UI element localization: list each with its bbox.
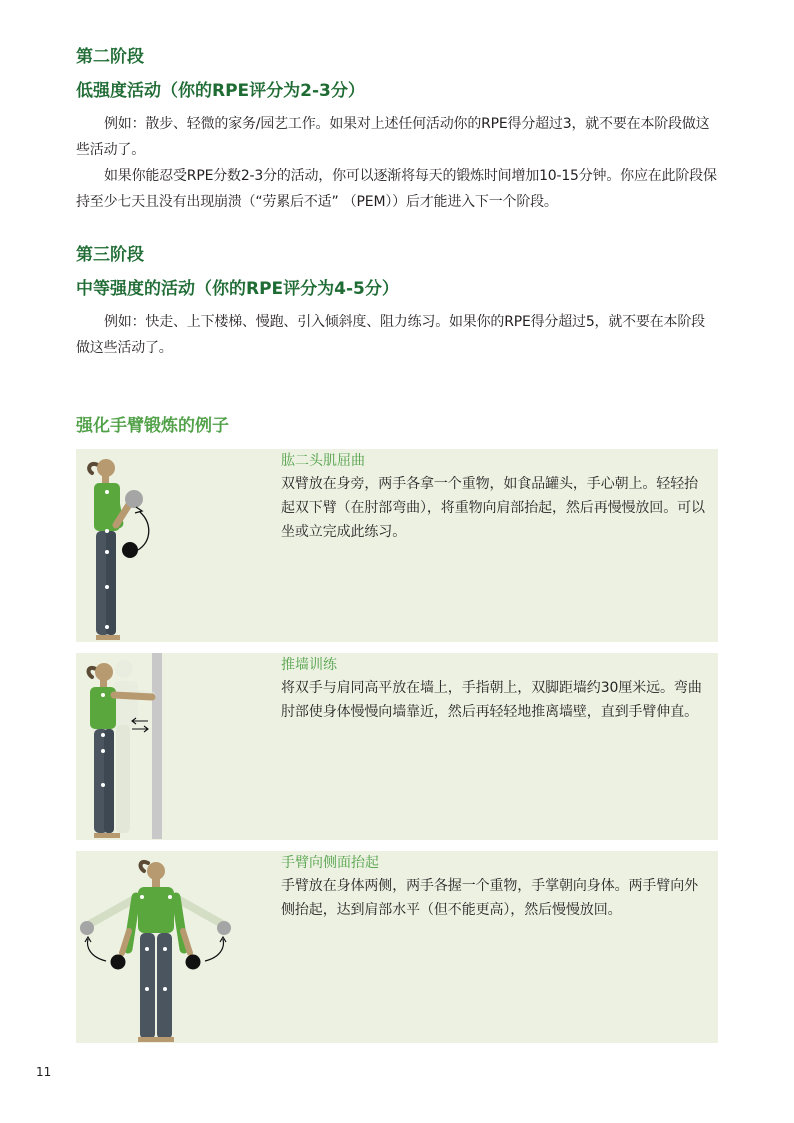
card-body: 将双手与肩同高平放在墙上，手指朝上，双脚距墙约30厘米远。弯曲肘部使身体慢慢向墙靠近，然后再轻轻地推离墙壁，直到手臂伸直。: [281, 680, 702, 720]
wall-push-text: [281, 653, 711, 724]
biceps-curl-illustration: [76, 449, 276, 642]
exercise-card-biceps-curl: [76, 449, 718, 642]
exercise-card-lateral-raise: [76, 851, 718, 1043]
card-title: 肱二头肌屈曲: [281, 453, 365, 469]
examples-heading: 强化手臂锻炼的例子: [76, 416, 229, 436]
stage2-paragraph-2: 如果你能忍受RPE分数2-3分的活动，你可以逐渐将每天的锻炼时间增加10-15分钟。你应在此阶段保持至少七天且没有出现崩溃（“劳累后不适” （PEM））后才能进入下一个阶段。: [76, 168, 717, 210]
card-title: 推墙训练: [281, 657, 337, 673]
stage3-subheading: 中等强度的活动（你的RPE评分为4-5分）: [76, 279, 399, 299]
exercise-card-wall-push: [76, 653, 718, 840]
card-body: 双臂放在身旁，两手各拿一个重物，如食品罐头，手心朝上。轻轻抬起双下臂（在肘部弯曲），将重物向肩部抬起，然后再慢慢放回。可以坐或立完成此练习。: [281, 476, 705, 540]
stage2-subheading: 低强度活动（你的RPE评分为2-3分）: [76, 81, 365, 101]
card-body: 手臂放在身体两侧，两手各握一个重物，手掌朝向身体。两手臂向外侧抬起，达到肩部水平（但不能更高），然后慢慢放回。: [281, 878, 698, 918]
lateral-raise-illustration: [76, 851, 276, 1043]
biceps-curl-text: [281, 449, 711, 544]
stage3-paragraph-1: 例如：快走、上下楼梯、慢跑、引入倾斜度、阻力练习。如果你的RPE得分超过5，就不要在本阶段做这些活动了。: [76, 314, 705, 356]
stage3-heading: 第三阶段: [76, 245, 144, 265]
stage2-heading: 第二阶段: [76, 47, 144, 67]
stage2-paragraph-1: 例如：散步、轻微的家务/园艺工作。如果对上述任何活动你的RPE得分超过3，就不要在本阶段做这些活动了。: [76, 116, 710, 158]
page-number: 11: [36, 1065, 52, 1079]
wall-push-illustration: [76, 653, 276, 840]
lateral-raise-text: [281, 851, 711, 922]
card-title: 手臂向侧面抬起: [281, 855, 379, 871]
